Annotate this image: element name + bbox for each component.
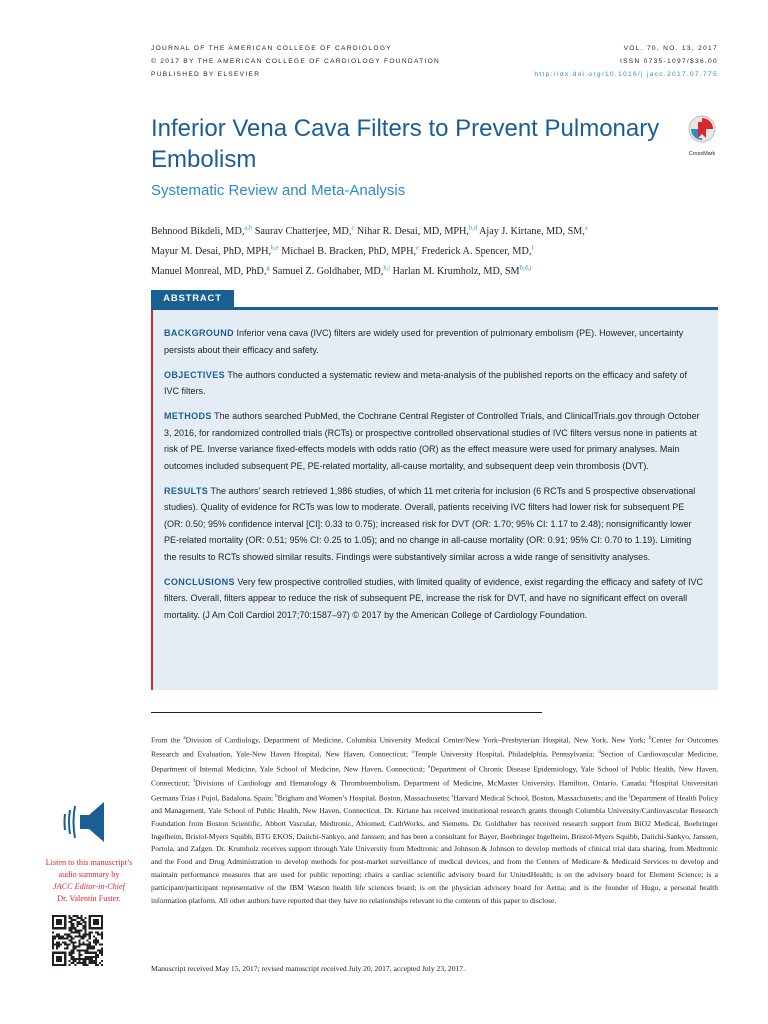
author-affiliation-marks: f [531,244,534,252]
manuscript-dates: Manuscript received May 15, 2017; revised manuscript received July 20, 2017, accepted July 23, 2017. [151,964,466,973]
author-name: Nihar R. Desai, MD, MPH, [356,226,469,238]
section-label: CONCLUSIONS [164,576,235,587]
author-name: Manuel Monreal, MD, PhD, [151,266,267,278]
volume-line: VOL. 70, NO. 13, 2017 [623,45,718,52]
crossmark-label: CrossMark [688,151,716,157]
author-affiliation-marks: g [266,264,270,272]
author-name: Ajay J. Kirtane, MD, SM, [479,226,585,238]
author-name: Mayur M. Desai, PhD, MPH, [151,246,271,258]
abstract-section-methods [164,408,704,474]
abstract-section-objectives [164,367,704,400]
author [272,266,390,277]
author-affiliation-marks: c [351,225,355,232]
section-text: The authors searched PubMed, the Cochrane Central Register of Controlled Trials, and ClinicalTrials.gov through October 3, 2016, for randomized controlled trials (RCTs) or prospective controlled observational studies of IVC filters versus none in patients at risk of PE. Inverse variance fixed-effects models with odds ratio (OR) as the effect measure were used for primary analyses. Main outcomes included subsequent PE, PE-related mortality, all-cause mortality, and subsequent deep vein thrombosis (DVT). [164,411,700,471]
author [281,246,419,257]
section-label: RESULTS [164,485,209,496]
abstract-tab: ABSTRACT [151,290,234,307]
section-text: Inferior vena cava (IVC) filters are widely used for prevention of pulmonary embolism (PE). However, uncertainty persists about their efficacy and safety. [164,328,684,355]
crossmark-icon [684,115,720,145]
article-subtitle: Systematic Review and Meta-Analysis [151,182,406,199]
author [357,226,477,237]
running-header-left [151,42,440,81]
abstract-section-results [164,483,704,566]
author-list [151,221,691,281]
running-header-right [534,42,718,81]
author-affiliation-marks: a,b [244,225,253,232]
author-affiliation-marks: b,d [468,225,478,232]
author-name: Behnood Bikdeli, MD, [151,226,245,238]
section-text: Very few prospective controlled studies, with limited quality of evidence, exist regarding the efficacy and safety of IVC filters. Overall, filters appear to reduce the risk of subsequent PE, increase the risk for DVT, and have no significant effect on overall mortality. (J Am Coll Cardiol 2017;70:1587–97) © 2017 by the American College of Cardiology Foundation. [164,576,703,620]
audio-line: Dr. Valentin Fuster. [57,894,121,903]
qr-code-icon[interactable] [52,915,103,966]
abstract-section-conclusions [164,574,704,624]
doi-link[interactable]: http://dx.doi.org/10.1016/j.jacc.2017.07.775 [534,71,718,78]
speaker-icon[interactable] [62,797,108,847]
author-name: Michael B. Bracken, PhD, MPH, [281,246,416,258]
author [393,266,532,277]
affiliations-footnote [151,733,718,908]
audio-line: audio summary by [58,870,120,879]
section-text: The authors conducted a systematic review and meta-analysis of the published reports on the efficacy and safety of IVC filters. [164,369,687,396]
audio-line: Listen to this manuscript’s [45,858,133,867]
abstract-accent-bar [151,310,153,690]
author-affiliation-marks: a [584,225,588,232]
author [479,226,588,237]
author [151,226,252,237]
section-label: METHODS [164,411,212,421]
crossmark-badge[interactable] [684,115,720,157]
author [151,266,270,277]
journal-name: JOURNAL OF THE AMERICAN COLLEGE OF CARDIOLOGY [151,45,392,52]
abstract-body [164,325,704,632]
author-name: Saurav Chatterjee, MD, [254,226,352,238]
section-text: The authors’ search retrieved 1,986 studies, of which 11 met criteria for inclusion (6 RCTs and 5 prospective observational studies). Quality of evidence for RCTs was low to moderate. Overall, patients receiving IVC filters had lower risk for subsequent PE (OR: 0.50; 95% confidence interval [CI]: 0.33 to 0.75); increased risk for DVT (OR: 1.70; 95% CI: 1.17 to 2.48); nonsignificantly lower PE-related mortality (OR: 0.51; 95% CI: 0.25 to 1.05); and no change in all-cause mortality (OR: 0.91; 95% CI: 0.70 to 1.19). Limiting the results to RCTs showed similar results. Findings were substantively similar across a wide range of sensitivity analyses. [164,485,696,562]
footnote-rule [151,712,542,713]
affiliations-text: From the $^a$Division of Cardiology, Department of Medicine, Columbia University Medical Center/New York–Presbyterian Hospital, New York, New York; $^b$Center for Outcomes Research and Evaluation, Yale-New Haven Hospital, New Haven, Connecticut; $^c$Temple University Hospital, Philadelphia, Pennsylvania; $^d$Section of Cardiovascular Medicine, Department of Internal Medicine, Yale School of Medicine, New Haven, Connecticut; $^e$Department of Chronic Disease Epidemiology, Yale School of Public Health, New Haven, Connecticut; $^f$Divisions of Cardiology and Hematology & Thromboembolism, Department of Medicine, McMaster University, Hamilton, Ontario, Canada; $^g$Hospital Universitari Germans Trias i Pujol, Badalona, Spain; $^h$Brigham and Women’s Hospital, Boston, Massachusetts; $^i$Harvard Medical School, Boston, Massachusetts; and the $^j$Department of Health Policy and Management, Yale School of Public Health, New Haven, Connecticut. Dr. Kirtane has received institutional research grants through Columbia University/Cardiovascular Research Foundation from Boston Scientific, Abbott Vascular, Medtronic, Abiomed, CathWorks, and Siemens. Dr. Goldhaber has received research support from BiO2 Medical, Boehringer Ingelheim, Bristol-Myers Squibb, BTG EKOS, Daiichi-Sankyo, and Janssen; and has been a consultant for Bayer, Boehringer Ingelheim, Bristol-Myers Squibb, Daiichi-Sankyo, Janssen, Portola, and Zafgen. Dr. Krumholz receives support through Yale University from Medtronic and Johnson & Johnson to develop methods of clinical trial data sharing, from Medtronic and the Food and Drug Administration to develop methods for post-market surveillance of medical devices, and from the Centers of Medicare & Medicaid Services to develop and maintain performance measures that are used for public reporting; chairs a cardiac scientific advisory board for UnitedHealth; is on the advisory board for Element Science; is a participant/participant representative of the IBM Watson health life sciences board; is on the physician advisory board for Aetna; and is the founder of Hugo, a personal health information platform. All other authors have reported that they have no relationships relevant to the contents of this paper to disclose. [151,735,719,905]
section-label: BACKGROUND [164,328,234,338]
author-affiliation-marks: e [416,244,419,252]
author-name: Samuel Z. Goldhaber, MD, [272,266,384,278]
audio-summary-text[interactable] [34,857,144,905]
publisher-line: PUBLISHED BY ELSEVIER [151,71,261,78]
copyright-line: © 2017 BY THE AMERICAN COLLEGE OF CARDIOLOGY FOUNDATION [151,58,441,65]
author [255,226,355,237]
audio-line: JACC Editor-in-Chief [53,882,125,891]
author-name: Harlan M. Krumholz, MD, SM [392,266,520,278]
author-affiliation-marks: h,i [383,264,391,272]
abstract-section-background [164,325,704,358]
article-title: Inferior Vena Cava Filters to Prevent Pulmonary Embolism [151,115,660,173]
author [421,246,533,257]
issn-line: ISSN 0735-1097/$36.00 [619,58,718,65]
author [151,246,279,257]
section-label: OBJECTIVES [164,369,226,380]
author-affiliation-marks: b,d,j [519,264,532,272]
author-affiliation-marks: b,e [271,244,279,252]
author-name: Frederick A. Spencer, MD, [421,246,532,258]
